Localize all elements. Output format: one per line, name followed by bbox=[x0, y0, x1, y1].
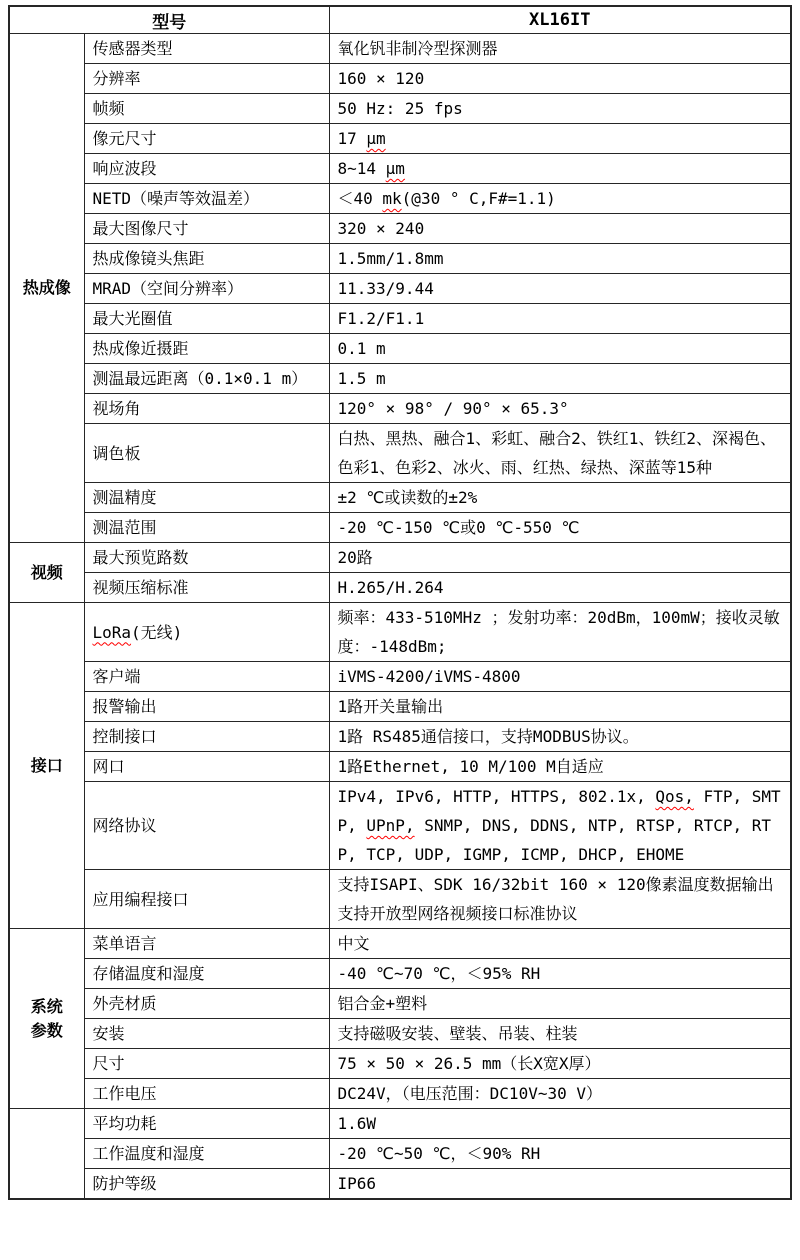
value-line: F1.2/F1.1 bbox=[337, 309, 425, 328]
param-label-cell: 测温最远距离（0.1×0.1 m） bbox=[84, 364, 329, 394]
param-label-cell: 客户端 bbox=[84, 662, 329, 692]
param-label-cell: MRAD（空间分辨率） bbox=[84, 274, 329, 304]
value-line: 支持磁吸安装、壁装、吊装、柱装 bbox=[337, 1024, 578, 1043]
value-line bbox=[338, 782, 783, 869]
param-value-cell bbox=[329, 513, 791, 543]
table-row bbox=[9, 34, 791, 64]
param-value-cell bbox=[329, 543, 791, 573]
param-value-cell bbox=[329, 34, 791, 64]
category-label: 系统参数 bbox=[30, 996, 63, 1040]
param-value-cell bbox=[329, 214, 791, 244]
misspelling-mark: μm bbox=[385, 159, 405, 178]
value-line: 频率：433-510MHz ；发射功率：20dBm，100mW；接收灵敏度：-148dBm; bbox=[337, 608, 780, 656]
value-line: 1.6W bbox=[337, 1114, 377, 1133]
param-value-cell bbox=[329, 573, 791, 603]
table-row bbox=[9, 722, 791, 752]
param-label-cell: 存储温度和湿度 bbox=[84, 959, 329, 989]
table-row bbox=[9, 394, 791, 424]
table-row bbox=[9, 483, 791, 513]
table-row bbox=[9, 364, 791, 394]
param-label-cell: 工作电压 bbox=[84, 1079, 329, 1109]
param-label-cell: 网口 bbox=[84, 752, 329, 782]
table-row bbox=[9, 929, 791, 959]
param-label-cell: 最大预览路数 bbox=[84, 543, 329, 573]
value-line: DC24V，（电压范围：DC10V~30 V） bbox=[337, 1084, 602, 1103]
table-row bbox=[9, 1049, 791, 1079]
table-row bbox=[9, 244, 791, 274]
value-line: iVMS-4200/iVMS-4800 bbox=[337, 667, 521, 686]
category-cell bbox=[9, 929, 84, 1109]
value-line: 铝合金+塑料 bbox=[337, 994, 428, 1013]
model-label: 型号 bbox=[9, 6, 329, 34]
param-value-cell bbox=[329, 1169, 791, 1200]
table-row bbox=[9, 94, 791, 124]
value-line: 氧化钒非制冷型探测器 bbox=[337, 39, 498, 58]
param-label-cell: 视场角 bbox=[84, 394, 329, 424]
header-row bbox=[9, 6, 791, 34]
param-label-cell: 工作温度和湿度 bbox=[84, 1139, 329, 1169]
value-line bbox=[338, 184, 783, 213]
value-line: 白热、黑热、融合1、彩虹、融合2、铁红1、铁红2、深褐色、色彩1、色彩2、冰火、雨、红热、绿热、深蓝等15种 bbox=[337, 429, 777, 477]
param-value-cell bbox=[329, 1139, 791, 1169]
param-value-cell bbox=[329, 334, 791, 364]
table-row bbox=[9, 662, 791, 692]
value-line: 120° × 98° / 90° × 65.3° bbox=[337, 399, 569, 418]
misspelling-mark: μm bbox=[366, 129, 386, 148]
table-row bbox=[9, 543, 791, 573]
value-line: 1.5mm/1.8mm bbox=[337, 249, 444, 268]
param-label-cell: 像元尺寸 bbox=[84, 124, 329, 154]
param-value-cell bbox=[329, 929, 791, 959]
param-label-cell: 报警输出 bbox=[84, 692, 329, 722]
value-line: 0.1 m bbox=[337, 339, 386, 358]
param-label-cell: 尺寸 bbox=[84, 1049, 329, 1079]
param-label-cell: 测温精度 bbox=[84, 483, 329, 513]
misspelling-mark: Qos, bbox=[655, 787, 694, 806]
value-line: ±2 ℃或读数的±2% bbox=[337, 488, 478, 507]
spec-table bbox=[8, 5, 792, 1200]
param-label-cell: 测温范围 bbox=[84, 513, 329, 543]
param-label-cell: 应用编程接口 bbox=[84, 870, 329, 929]
text-segment: FTP, SMTP, bbox=[337, 787, 781, 835]
misspelling-mark: LoRa bbox=[92, 622, 132, 642]
category-cell bbox=[9, 34, 84, 543]
table-row bbox=[9, 1139, 791, 1169]
value-line bbox=[338, 124, 783, 153]
param-value-cell bbox=[329, 603, 791, 662]
value-line: IP66 bbox=[337, 1174, 377, 1193]
category-cell bbox=[9, 603, 84, 929]
param-value-cell bbox=[329, 424, 791, 483]
table-row bbox=[9, 274, 791, 304]
param-label-cell: 热成像近摄距 bbox=[84, 334, 329, 364]
table-row bbox=[9, 1109, 791, 1139]
param-value-cell bbox=[329, 94, 791, 124]
param-value-cell bbox=[329, 989, 791, 1019]
param-label-cell: 最大图像尺寸 bbox=[84, 214, 329, 244]
param-value-cell bbox=[329, 662, 791, 692]
param-label-cell: 外壳材质 bbox=[84, 989, 329, 1019]
value-line: 320 × 240 bbox=[337, 219, 425, 238]
value-line: 160 × 120 bbox=[337, 69, 425, 88]
text-segment: 8~14 bbox=[337, 159, 386, 178]
value-line: 中文 bbox=[337, 934, 370, 953]
param-label-cell: 帧频 bbox=[84, 94, 329, 124]
param-label-cell: 分辨率 bbox=[84, 64, 329, 94]
param-value-cell bbox=[329, 154, 791, 184]
param-label-cell: 菜单语言 bbox=[84, 929, 329, 959]
param-label-cell: 平均功耗 bbox=[84, 1109, 329, 1139]
value-line: -20 ℃-150 ℃或0 ℃-550 ℃ bbox=[337, 518, 580, 537]
value-line: H.265/H.264 bbox=[337, 578, 444, 597]
param-value-cell bbox=[329, 304, 791, 334]
param-label-cell: 视频压缩标准 bbox=[84, 573, 329, 603]
param-value-cell bbox=[329, 274, 791, 304]
category-label: 视频 bbox=[30, 562, 63, 582]
table-row bbox=[9, 334, 791, 364]
text-segment: 17 bbox=[337, 129, 367, 148]
param-label-cell: 防护等级 bbox=[84, 1169, 329, 1200]
param-value-cell bbox=[329, 870, 791, 929]
param-value-cell bbox=[329, 184, 791, 214]
table-row bbox=[9, 870, 791, 929]
param-value-cell bbox=[329, 752, 791, 782]
param-label-cell: 传感器类型 bbox=[84, 34, 329, 64]
table-row bbox=[9, 573, 791, 603]
table-row bbox=[9, 959, 791, 989]
category-cell bbox=[9, 543, 84, 603]
table-row bbox=[9, 603, 791, 662]
value-line: 50 Hz: 25 fps bbox=[337, 99, 463, 118]
param-value-cell bbox=[329, 1019, 791, 1049]
table-row bbox=[9, 692, 791, 722]
param-value-cell bbox=[329, 692, 791, 722]
param-value-cell bbox=[329, 782, 791, 870]
table-row bbox=[9, 154, 791, 184]
value-line: 1路 RS485通信接口，支持MODBUS协议。 bbox=[337, 727, 639, 746]
value-line: 20路 bbox=[337, 548, 373, 567]
param-label-cell: 网络协议 bbox=[84, 782, 329, 870]
param-value-cell bbox=[329, 1109, 791, 1139]
param-label-cell: 最大光圈值 bbox=[84, 304, 329, 334]
category-cell bbox=[9, 1109, 84, 1200]
table-row bbox=[9, 513, 791, 543]
param-label-cell: 热成像镜头焦距 bbox=[84, 244, 329, 274]
table-row bbox=[9, 1169, 791, 1200]
table-row bbox=[9, 64, 791, 94]
table-row bbox=[9, 214, 791, 244]
param-value-cell bbox=[329, 364, 791, 394]
value-line: 1.5 m bbox=[337, 369, 386, 388]
value-line: -40 ℃~70 ℃，＜95% RH bbox=[337, 964, 541, 983]
table-row bbox=[9, 124, 791, 154]
table-row bbox=[9, 184, 791, 214]
table-row bbox=[9, 304, 791, 334]
model-value: XL16IT bbox=[329, 6, 791, 34]
text-segment: (@30 ° C,F#=1.1) bbox=[401, 189, 556, 208]
param-value-cell bbox=[329, 959, 791, 989]
spec-table-body bbox=[9, 34, 791, 1200]
text-segment: (无线) bbox=[131, 622, 183, 642]
value-line: 75 × 50 × 26.5 mm（长X宽X厚） bbox=[337, 1054, 601, 1073]
value-line: -20 ℃~50 ℃，＜90% RH bbox=[337, 1144, 541, 1163]
value-line: 11.33/9.44 bbox=[337, 279, 434, 298]
value-line: 1路开关量输出 bbox=[337, 697, 444, 716]
param-label-cell bbox=[84, 603, 329, 662]
table-row bbox=[9, 424, 791, 483]
param-label-cell: 响应波段 bbox=[84, 154, 329, 184]
table-row bbox=[9, 1079, 791, 1109]
param-value-cell bbox=[329, 722, 791, 752]
value-line: 支持开放型网络视频接口标准协议 bbox=[337, 904, 578, 923]
param-label-cell: 安装 bbox=[84, 1019, 329, 1049]
text-segment: SNMP, DNS, DDNS, NTP, RTSP, RTCP, RTP, TCP, UDP, IGMP, ICMP, DHCP, EHOME bbox=[337, 816, 771, 864]
text-segment: IPv4, IPv6, HTTP, HTTPS, 802.1x, bbox=[337, 787, 656, 806]
category-label: 热成像 bbox=[22, 278, 71, 297]
misspelling-mark: UPnP, bbox=[366, 816, 415, 835]
param-value-cell bbox=[329, 483, 791, 513]
param-value-cell bbox=[329, 1049, 791, 1079]
misspelling-mark: mk bbox=[382, 189, 402, 208]
value-line: 1路Ethernet, 10 M/100 M自适应 bbox=[337, 757, 604, 776]
param-value-cell bbox=[329, 394, 791, 424]
text-segment: ＜40 bbox=[337, 189, 383, 208]
table-row bbox=[9, 1019, 791, 1049]
value-line: 支持ISAPI、SDK 16/32bit 160 × 120像素温度数据输出 bbox=[337, 875, 774, 894]
param-value-cell bbox=[329, 244, 791, 274]
param-value-cell bbox=[329, 124, 791, 154]
param-label-cell: 控制接口 bbox=[84, 722, 329, 752]
param-value-cell bbox=[329, 1079, 791, 1109]
category-label: 接口 bbox=[30, 755, 63, 775]
table-row bbox=[9, 752, 791, 782]
value-line bbox=[338, 154, 783, 183]
table-row bbox=[9, 989, 791, 1019]
table-row bbox=[9, 782, 791, 870]
param-value-cell bbox=[329, 64, 791, 94]
param-label-cell: 调色板 bbox=[84, 424, 329, 483]
param-label-cell: NETD（噪声等效温差） bbox=[84, 184, 329, 214]
